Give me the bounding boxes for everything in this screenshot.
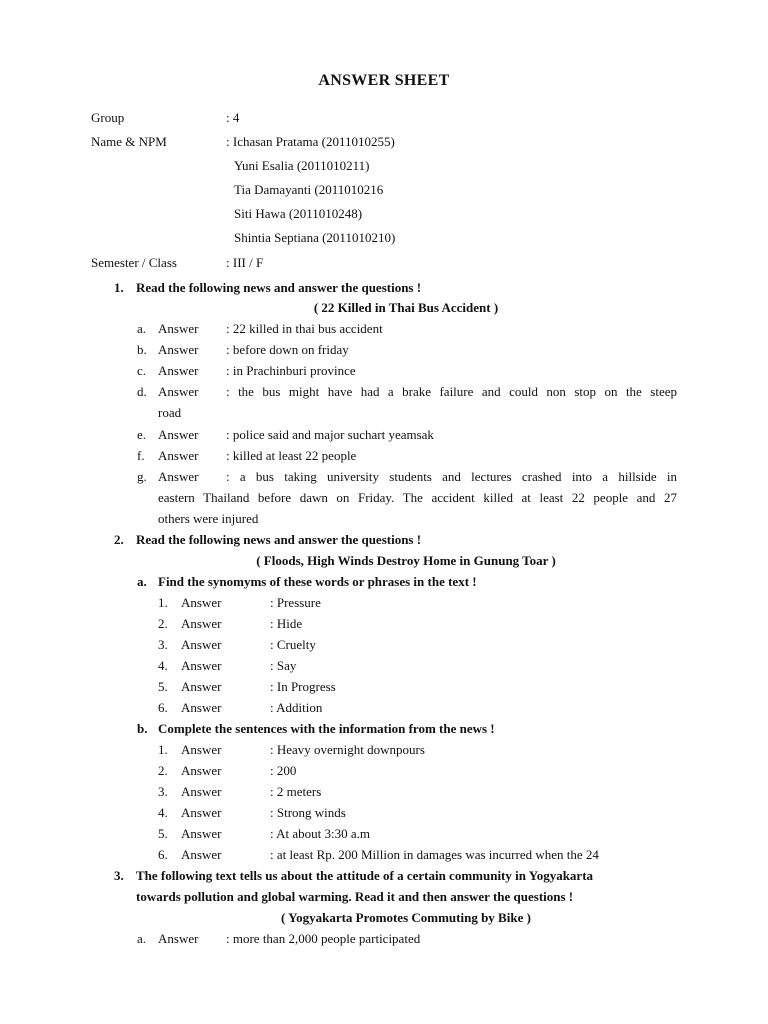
answer-label: Answer [181, 826, 222, 841]
item-number: 6. [158, 847, 168, 862]
part-b-letter: b. [137, 721, 148, 736]
answer-label: Answer [181, 784, 222, 799]
answer-label: Answer [181, 805, 222, 820]
part-a-letter: a. [137, 574, 147, 589]
semester-label: Semester / Class [91, 255, 177, 270]
answer-text: : Pressure [270, 595, 321, 610]
item-number: 6. [158, 700, 168, 715]
section1-number: 1. [114, 280, 124, 295]
section3-headline: ( Yogyakarta Promotes Commuting by Bike ) [281, 910, 531, 925]
item-letter: c. [137, 363, 147, 378]
answer-text: : At about 3:30 a.m [270, 826, 371, 841]
answer-label: Answer [158, 427, 199, 442]
item-letter: f. [137, 448, 145, 463]
part-b-instruction: Complete the sentences with the information from the news ! [158, 721, 495, 736]
answer-text: : Hide [270, 616, 303, 631]
answer-label: Answer [158, 342, 199, 357]
item-letter: a. [137, 931, 147, 946]
answer-text: : Say [270, 658, 297, 673]
member-name: Yuni Esalia (2011010211) [234, 158, 370, 173]
answer-text: : more than 2,000 people participated [226, 931, 421, 946]
item-number: 3. [158, 637, 168, 652]
section3-number: 3. [114, 868, 124, 883]
item-number: 2. [158, 763, 168, 778]
section2-headline: ( Floods, High Winds Destroy Home in Gunung Toar ) [256, 553, 556, 568]
answer-text: : 22 killed in thai bus accident [226, 321, 383, 336]
answer-label: Answer [158, 384, 199, 399]
answer-text: : Strong winds [270, 805, 346, 820]
page-title: ANSWER SHEET [318, 72, 450, 89]
answer-text-continued: road [158, 405, 182, 420]
item-letter: b. [137, 342, 147, 357]
answer-text: : Addition [270, 700, 323, 715]
answer-label: Answer [158, 321, 199, 336]
answer-label: Answer [158, 931, 199, 946]
item-letter: e. [137, 427, 147, 442]
item-letter: g. [137, 469, 147, 484]
answer-text: : killed at least 22 people [226, 448, 357, 463]
section3-instruction-continued: towards pollution and global warming. Read it and then answer the questions ! [136, 889, 574, 904]
section3-instruction: The following text tells us about the attitude of a certain community in Yogyakarta [136, 868, 594, 883]
answer-label: Answer [181, 679, 222, 694]
answer-label: Answer [181, 742, 222, 757]
answer-text: : 200 [270, 763, 297, 778]
member-name: : Ichasan Pratama (2011010255) [226, 134, 395, 149]
section2-instruction: Read the following news and answer the questions ! [136, 532, 422, 547]
item-number: 1. [158, 595, 168, 610]
member-name: Tia Damayanti (2011010216 [234, 182, 384, 197]
item-number: 2. [158, 616, 168, 631]
item-letter: a. [137, 321, 147, 336]
item-number: 1. [158, 742, 168, 757]
section1-instruction: Read the following news and answer the questions ! [136, 280, 422, 295]
answer-label: Answer [158, 448, 199, 463]
answer-text-continued: eastern Thailand before dawn on Friday. The accident killed at least 22 people and 27 [158, 490, 677, 505]
item-number: 4. [158, 805, 168, 820]
answer-label: Answer [158, 363, 199, 378]
section2-number: 2. [114, 532, 124, 547]
answer-label: Answer [158, 469, 199, 484]
name-npm-label: Name & NPM [91, 134, 167, 149]
item-number: 4. [158, 658, 168, 673]
answer-text: : before down on friday [226, 342, 349, 357]
answer-text: : at least Rp. 200 Million in damages was incurred when the 24 [270, 847, 599, 862]
item-number: 3. [158, 784, 168, 799]
answer-label: Answer [181, 847, 222, 862]
answer-text: : in Prachinburi province [226, 363, 356, 378]
answer-label: Answer [181, 763, 222, 778]
answer-label: Answer [181, 595, 222, 610]
member-name: Shintia Septiana (2011010210) [234, 230, 396, 245]
answer-text: : police said and major suchart yeamsak [226, 427, 434, 442]
answer-text: : Cruelty [270, 637, 316, 652]
answer-text: : In Progress [270, 679, 336, 694]
item-number: 5. [158, 826, 168, 841]
item-number: 5. [158, 679, 168, 694]
answer-label: Answer [181, 658, 222, 673]
answer-text: : Heavy overnight downpours [270, 742, 425, 757]
part-a-instruction: Find the synomyms of these words or phrases in the text ! [158, 574, 477, 589]
answer-label: Answer [181, 637, 222, 652]
answer-text-continued: others were injured [158, 511, 259, 526]
section1-headline: ( 22 Killed in Thai Bus Accident ) [313, 300, 499, 315]
answer-text: : the bus might have had a brake failure and could non stop on the steep [226, 384, 677, 399]
semester-value: : III / F [226, 255, 264, 270]
answer-text: : a bus taking university students and lectures crashed into a hillside in [226, 469, 677, 484]
answer-text: : 2 meters [270, 784, 322, 799]
answer-label: Answer [181, 700, 222, 715]
answer-label: Answer [181, 616, 222, 631]
group-value: : 4 [226, 110, 240, 125]
item-letter: d. [137, 384, 147, 399]
member-name: Siti Hawa (2011010248) [234, 206, 363, 221]
group-label: Group [91, 110, 125, 125]
